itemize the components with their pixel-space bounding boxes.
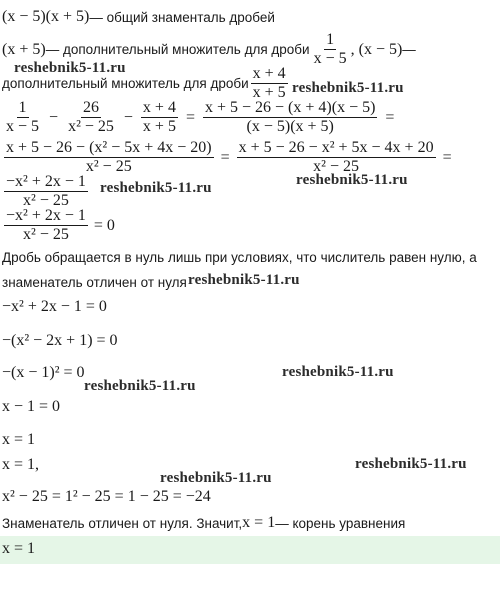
fraction-numerator: −x² + 2x − 1: [6, 173, 86, 190]
watermark: reshebnik5-11.ru: [188, 272, 300, 288]
fraction: [141, 100, 178, 135]
factor-text-a: — дополнительный множитель для дроби: [45, 42, 310, 57]
factor-expr-b: , (x − 5): [350, 40, 403, 58]
factor-expr-a: (x + 5): [2, 40, 46, 58]
common-denominator-expr: (x − 5)(x + 5): [2, 8, 90, 25]
fraction: [4, 174, 88, 209]
step-equation: x − 1 = 0: [2, 398, 61, 415]
watermark: reshebnik5-11.ru: [14, 60, 126, 76]
conclusion-line: [2, 514, 405, 532]
fraction: [237, 140, 436, 175]
fraction-1-over-x-minus-5: [312, 32, 349, 67]
factor-text-b: —: [402, 42, 416, 57]
equation-line-4: [2, 208, 115, 243]
fraction-numerator: x + 5 − 26 − (x² − 5x + 4x − 20): [6, 139, 212, 156]
common-denominator-text: — общий знаменталь дробей: [89, 9, 275, 25]
fraction-numerator: 26: [82, 99, 99, 116]
step-equation: −x² + 2x − 1 = 0: [2, 298, 107, 315]
equals-sign: =: [442, 148, 452, 166]
fraction-denominator: x² − 25: [313, 158, 359, 175]
watermark: reshebnik5-11.ru: [160, 470, 272, 486]
cropped-previous-line: [0, 0, 500, 4]
equals-sign: =: [220, 148, 230, 166]
condition-text-line-2: знаменатель отличен от нуля: [2, 275, 187, 290]
step-equation: x = 1,: [2, 456, 40, 473]
answer-value: x = 1: [2, 540, 36, 557]
watermark: reshebnik5-11.ru: [292, 80, 404, 96]
watermark: reshebnik5-11.ru: [100, 180, 212, 196]
common-denominator-line: [2, 8, 275, 26]
fraction: [4, 100, 41, 135]
fraction-numerator: 1: [18, 99, 27, 116]
conclusion-math: x = 1: [242, 514, 276, 531]
fraction-denominator: x − 5: [313, 50, 347, 67]
step-equation: −(x² − 2x + 1) = 0: [2, 332, 118, 349]
fraction-x-plus-4-over-x-plus-5: [251, 66, 288, 101]
fraction: [66, 100, 116, 135]
denominator-check-equation: x² − 25 = 1² − 25 = 1 − 25 = −24: [2, 488, 211, 505]
fraction-denominator: (x − 5)(x + 5): [246, 118, 334, 135]
fraction-denominator: x² − 25: [85, 158, 132, 175]
equals-zero: = 0: [93, 216, 115, 234]
fraction-denominator: x − 5: [6, 118, 40, 135]
fraction-numerator: x + 5 − 26 − x² + 5x − 4x + 20: [238, 139, 434, 156]
step-equation: −(x − 1)² = 0: [2, 364, 85, 381]
conclusion-text-a: Знаменатель отличен от нуля. Значит,: [2, 515, 243, 531]
equals-sign: =: [385, 108, 395, 126]
fraction-denominator: x² − 25: [23, 192, 69, 209]
equals-sign: =: [185, 108, 195, 126]
minus-sign: −: [49, 108, 59, 126]
fraction-numerator: x + 4: [252, 65, 286, 82]
fraction-numerator: x + 5 − 26 − (x + 4)(x − 5): [204, 99, 376, 116]
watermark: reshebnik5-11.ru: [296, 172, 408, 188]
watermark: reshebnik5-11.ru: [355, 456, 467, 472]
fraction: [203, 100, 377, 135]
watermark: reshebnik5-11.ru: [282, 364, 394, 380]
watermark: reshebnik5-11.ru: [84, 378, 196, 394]
minus-sign: −: [123, 108, 133, 126]
answer-box: [0, 536, 500, 564]
equation-line-3: [2, 174, 90, 209]
fraction-denominator: x² − 25: [23, 226, 69, 243]
fraction-numerator: 1: [326, 31, 335, 48]
fraction: [4, 208, 88, 243]
equation-line-1: [2, 100, 400, 135]
condition-text-line-1: Дробь обращается в нуль лишь при условиях, что числитель равен нулю, а: [2, 250, 477, 265]
fraction-denominator: x + 5: [252, 84, 286, 101]
equation-line-2: [2, 140, 457, 175]
fraction-denominator: x² − 25: [68, 118, 114, 135]
conclusion-text-b: — корень уравнения: [275, 515, 406, 531]
fraction-denominator: x + 5: [142, 118, 176, 135]
fraction-numerator: x + 4: [142, 99, 176, 116]
factor-text: дополнительный множитель для дроби: [2, 76, 249, 91]
fraction-numerator: −x² + 2x − 1: [6, 207, 86, 224]
step-equation: x = 1: [2, 431, 36, 448]
fraction: [4, 140, 214, 175]
